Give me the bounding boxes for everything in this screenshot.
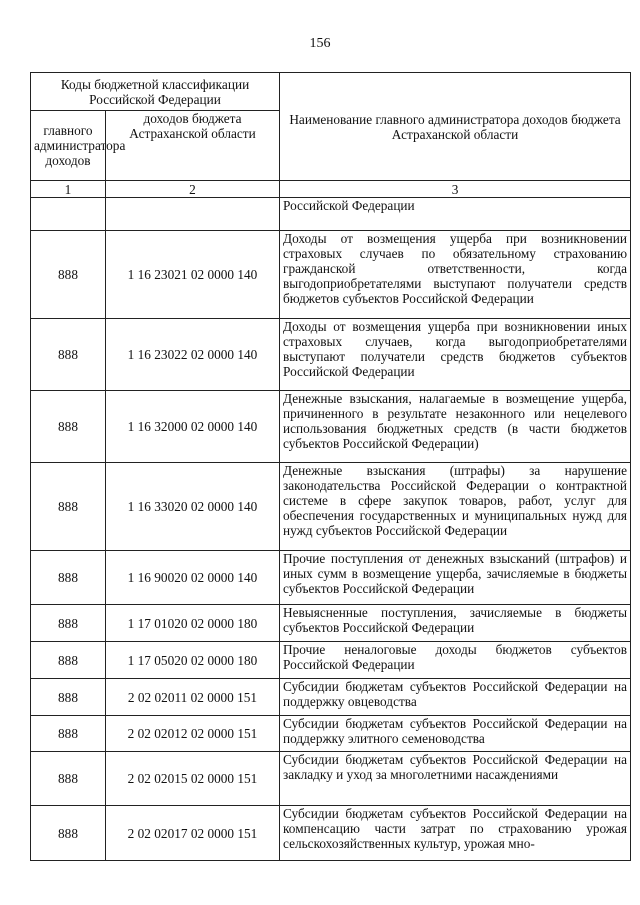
page-number: 156 <box>309 36 331 51</box>
column-number-2: 2 <box>106 181 280 198</box>
table-row <box>31 198 631 231</box>
table-row <box>31 806 631 861</box>
admin-code-cell: 888 <box>31 806 106 861</box>
admin-code-cell: 888 <box>31 231 106 319</box>
admin-code-cell: 888 <box>31 642 106 679</box>
header-codes-group: Коды бюджетной классификации Российской Федерации <box>31 73 280 111</box>
table-row <box>31 319 631 391</box>
description-cell: Субсидии бюджетам субъектов Российской Федерации на поддержку овцеводства <box>280 679 631 716</box>
continuation-cell: Российской Федерации <box>280 198 631 231</box>
admin-code-cell: 888 <box>31 319 106 391</box>
admin-code-cell: 888 <box>31 605 106 642</box>
income-code-cell: 1 16 33020 02 0000 140 <box>106 463 280 551</box>
budget-classification-table <box>30 72 631 861</box>
table-row <box>31 642 631 679</box>
admin-code-cell: 888 <box>31 679 106 716</box>
income-code-cell <box>106 198 280 231</box>
description-cell: Прочие неналоговые доходы бюджетов субъектов Российской Федерации <box>280 642 631 679</box>
table-row <box>31 551 631 605</box>
income-code-cell: 2 02 02012 02 0000 151 <box>106 716 280 752</box>
income-code-cell: 2 02 02015 02 0000 151 <box>106 752 280 806</box>
description-cell: Субсидии бюджетам субъектов Российской Федерации на поддержку элитного семеноводства <box>280 716 631 752</box>
table-row <box>31 391 631 463</box>
income-code-cell: 1 17 05020 02 0000 180 <box>106 642 280 679</box>
description-cell: Субсидии бюджетам субъектов Российской Федерации на компенсацию части затрат по страхованию урожая сельскохозяйственных культур, урожая мно- <box>280 806 631 861</box>
column-number-3: 3 <box>280 181 631 198</box>
income-code-cell: 1 16 90020 02 0000 140 <box>106 551 280 605</box>
table-row <box>31 716 631 752</box>
income-code-cell: 1 16 32000 02 0000 140 <box>106 391 280 463</box>
admin-code-cell <box>31 198 106 231</box>
description-cell: Доходы от возмещения ущерба при возникновении иных страховых случаев, когда выгодоприобретателями выступают получатели средств бюджетов субъектов Российской Федерации <box>280 319 631 391</box>
admin-code-cell: 888 <box>31 752 106 806</box>
income-code-cell: 2 02 02017 02 0000 151 <box>106 806 280 861</box>
table-row <box>31 679 631 716</box>
table-row <box>31 752 631 806</box>
header-income-column: доходов бюджета Астраханской области <box>106 111 280 181</box>
description-cell: Денежные взыскания (штрафы) за нарушение законодательства Российской Федерации о контрактной системе в сфере закупок товаров, работ, услуг для обеспечения государственных и муниципальных нужд для нужд субъектов Российской Федерации <box>280 463 631 551</box>
header-name-column: Наименование главного администратора доходов бюджета Астраханской области <box>280 73 631 181</box>
description-cell: Денежные взыскания, налагаемые в возмещение ущерба, причиненного в результате незаконного или нецелевого использования бюджетных средств (в части бюджетов субъектов Российской Федерации) <box>280 391 631 463</box>
admin-code-cell: 888 <box>31 551 106 605</box>
description-cell: Невыясненные поступления, зачисляемые в бюджеты субъектов Российской Федерации <box>280 605 631 642</box>
admin-code-cell: 888 <box>31 716 106 752</box>
admin-code-cell: 888 <box>31 463 106 551</box>
table-row <box>31 605 631 642</box>
income-code-cell: 1 17 01020 02 0000 180 <box>106 605 280 642</box>
header-admin-column: главного администратора доходов <box>31 111 106 181</box>
description-cell: Прочие поступления от денежных взысканий (штрафов) и иных сумм в возмещение ущерба, зачисляемые в бюджеты субъектов Российской Федерации <box>280 551 631 605</box>
description-cell: Субсидии бюджетам субъектов Российской Федерации на закладку и уход за многолетними насаждениями <box>280 752 631 806</box>
column-number-1: 1 <box>31 181 106 198</box>
admin-code-cell: 888 <box>31 391 106 463</box>
income-code-cell: 1 16 23021 02 0000 140 <box>106 231 280 319</box>
income-code-cell: 2 02 02011 02 0000 151 <box>106 679 280 716</box>
table-row <box>31 231 631 319</box>
table-row <box>31 463 631 551</box>
income-code-cell: 1 16 23022 02 0000 140 <box>106 319 280 391</box>
description-cell: Доходы от возмещения ущерба при возникновении страховых случаев по обязательному страхованию гражданской ответственности, когда выгодоприобретателями выступают получатели средств бюджетов субъектов Российской Федерации <box>280 231 631 319</box>
